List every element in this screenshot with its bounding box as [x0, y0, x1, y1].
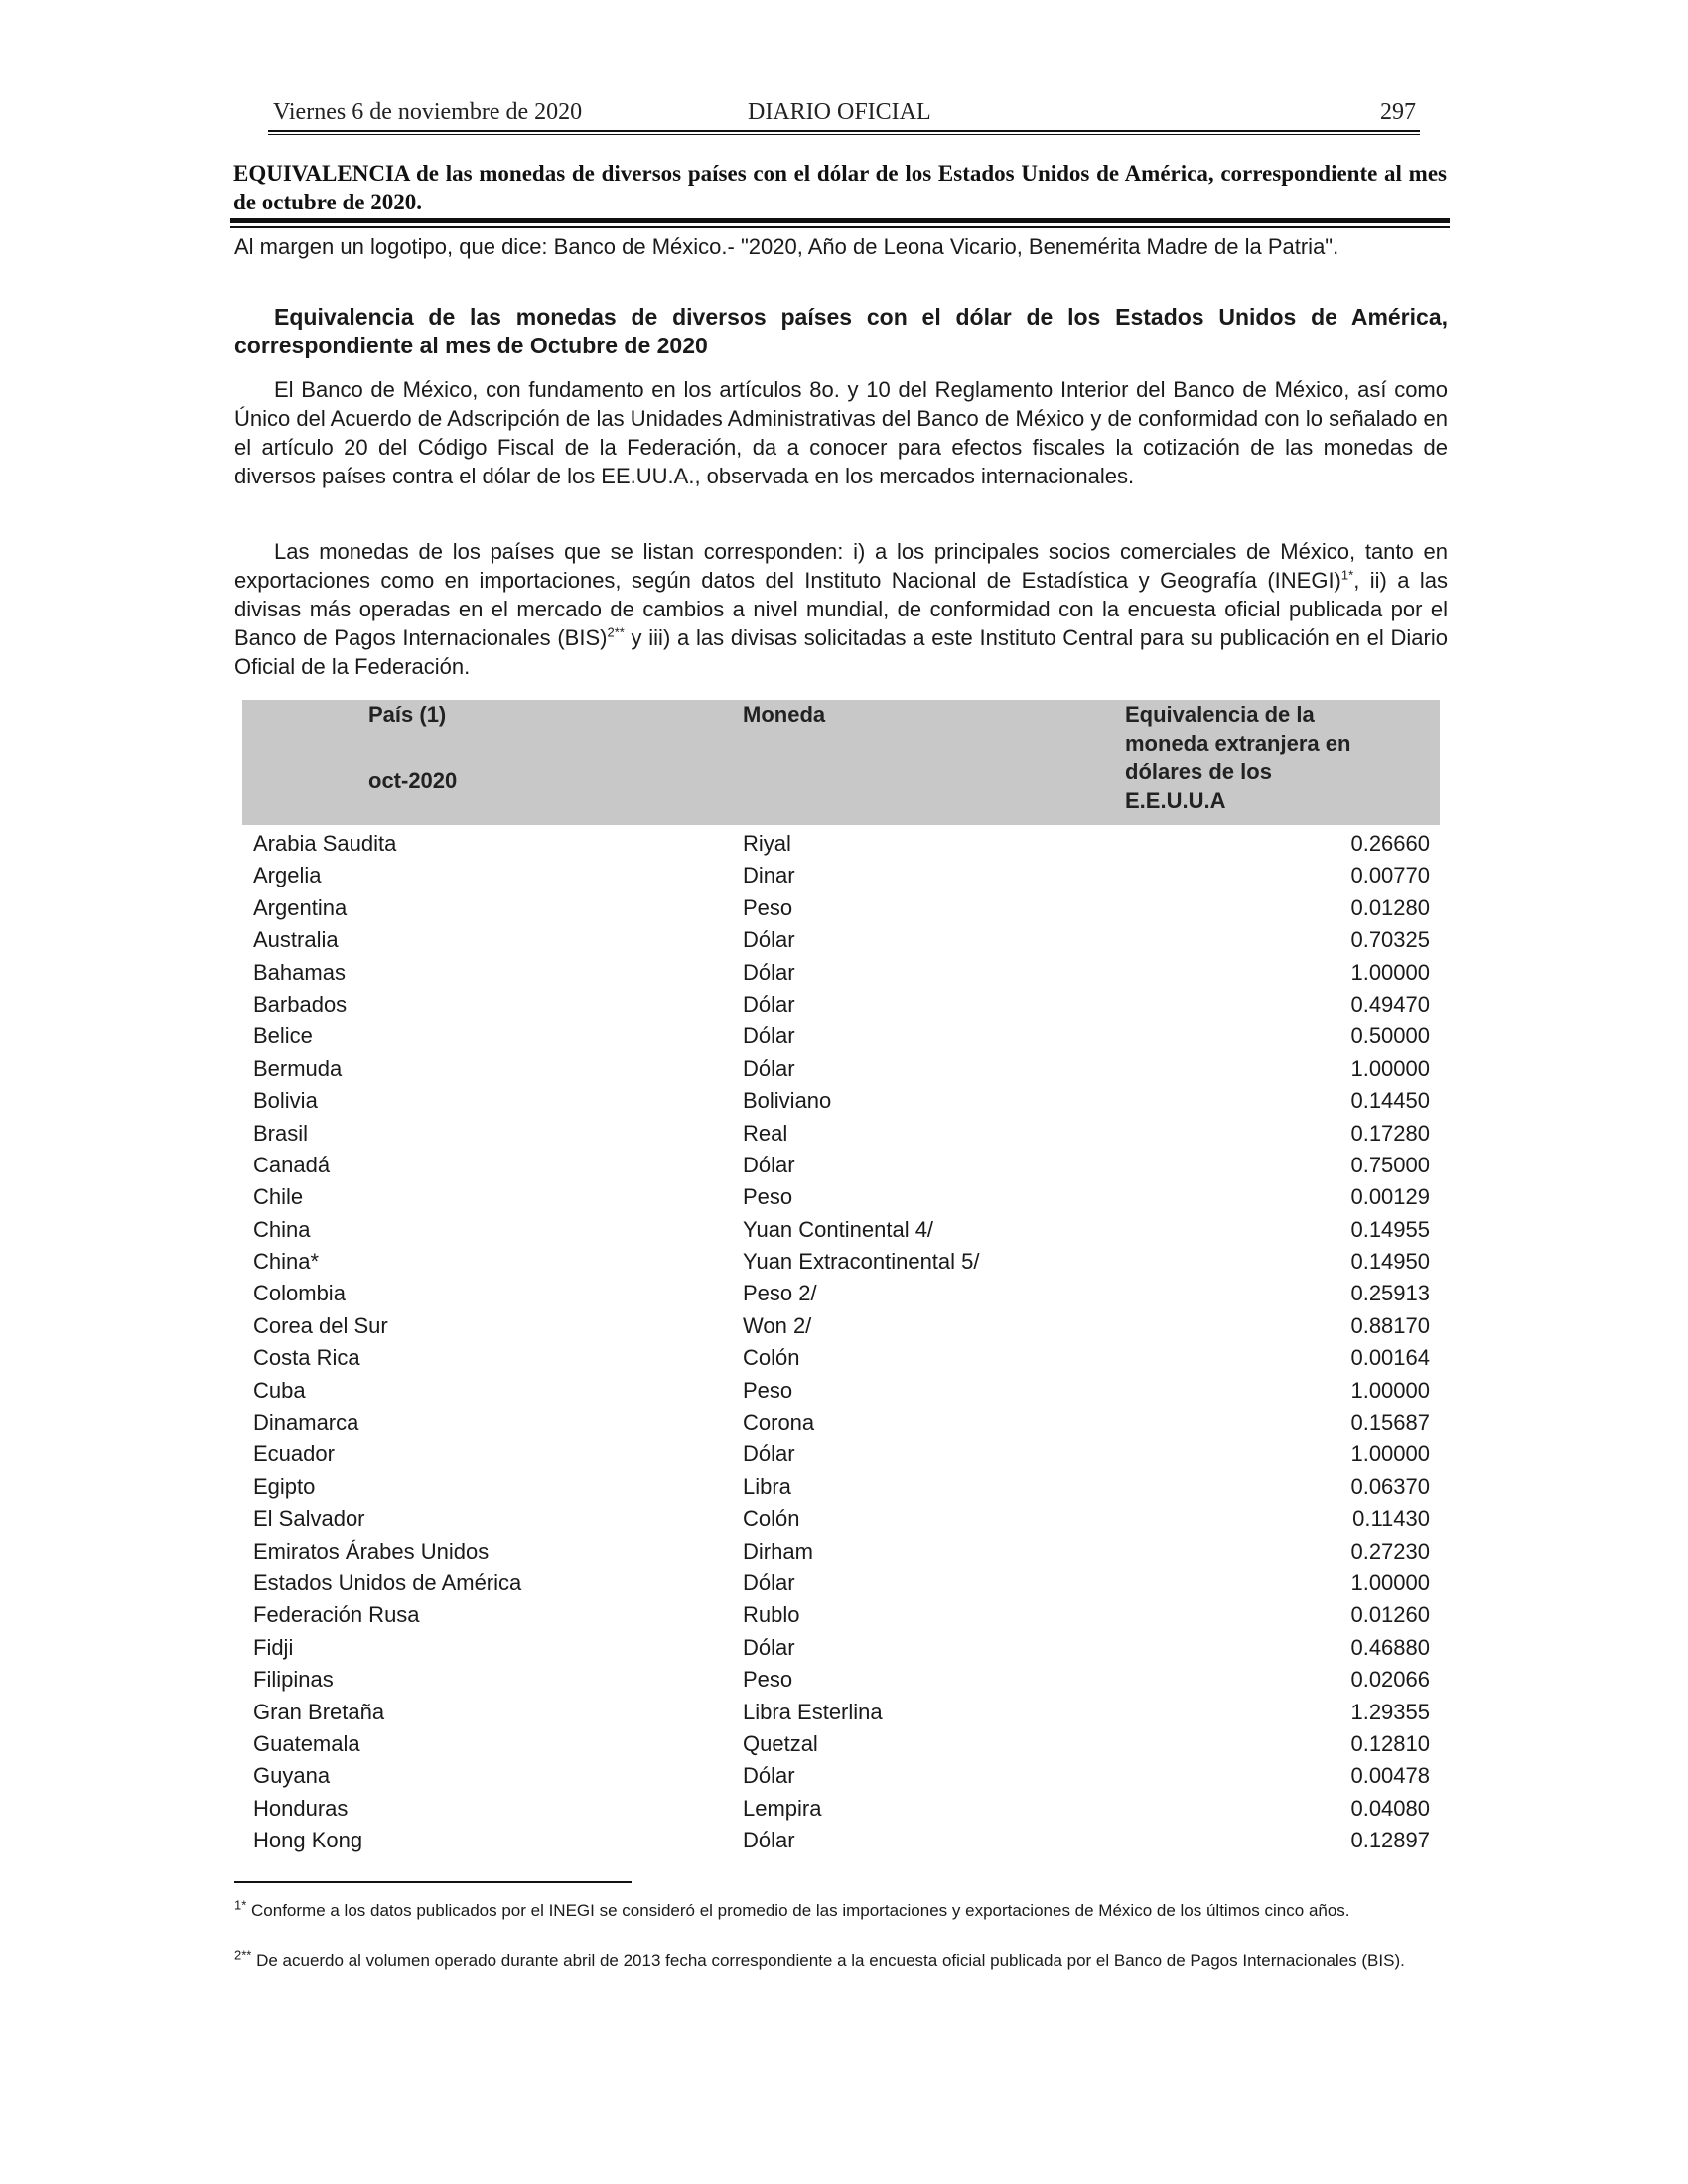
equivalence-cell: 0.01260	[1350, 1602, 1430, 1628]
table-row	[242, 1632, 1440, 1664]
paragraph-part-c: y iii) a las divisas solicitadas a este Instituto Central para su publicación en el Diario Oficial de la Federación.	[234, 625, 1448, 679]
table-row	[242, 1246, 1440, 1278]
footnote-2	[234, 1947, 1448, 1972]
table-row	[242, 1599, 1440, 1631]
table-row	[242, 1278, 1440, 1309]
table-row	[242, 1825, 1440, 1856]
paragraph-currency-selection	[234, 537, 1448, 681]
document-title: Equivalencia de las monedas de diversos países con el dólar de los Estados Unidos de América, correspondiente al mes de Octubre de 2020	[234, 304, 1448, 358]
country-cell: Cuba	[253, 1377, 306, 1403]
footnote-2-mark: 2**	[234, 1947, 252, 1963]
country-cell: Gran Bretaña	[253, 1699, 385, 1724]
country-cell: El Salvador	[253, 1506, 365, 1532]
footnote-ref-2: 2**	[607, 624, 625, 640]
table-row	[242, 1471, 1440, 1503]
country-cell: China	[253, 1216, 311, 1242]
table-row	[242, 1697, 1440, 1728]
header-currency: Moneda	[743, 702, 826, 727]
currency-cell: Colón	[743, 1506, 800, 1532]
country-cell: Honduras	[253, 1795, 349, 1821]
country-cell: Egipto	[253, 1473, 316, 1499]
country-cell: Canadá	[253, 1152, 331, 1177]
country-cell: Belice	[253, 1024, 313, 1049]
equivalence-cell: 0.00129	[1350, 1184, 1430, 1210]
footnote-rule	[234, 1881, 632, 1883]
section-rule-thin	[230, 226, 1450, 228]
country-cell: Corea del Sur	[253, 1312, 388, 1338]
equivalence-cell: 0.02066	[1350, 1667, 1430, 1693]
currency-cell: Corona	[743, 1410, 815, 1435]
currency-cell: Dólar	[743, 927, 795, 953]
currency-cell: Dólar	[743, 1441, 795, 1467]
table-row	[242, 1664, 1440, 1696]
currency-cell: Dólar	[743, 1570, 795, 1595]
country-cell: Bolivia	[253, 1088, 318, 1114]
table-row	[242, 957, 1440, 989]
equivalence-cell: 0.70325	[1350, 927, 1430, 953]
equivalence-cell: 0.11430	[1352, 1506, 1430, 1532]
table-row	[242, 1021, 1440, 1052]
country-cell: Dinamarca	[253, 1410, 359, 1435]
table-row	[242, 1375, 1440, 1407]
table-row	[242, 1407, 1440, 1438]
currency-cell: Dólar	[743, 1024, 795, 1049]
country-cell: Filipinas	[253, 1667, 334, 1693]
currency-cell: Dólar	[743, 1055, 795, 1081]
equivalence-cell: 0.15687	[1350, 1410, 1430, 1435]
currency-cell: Peso 2/	[743, 1281, 817, 1306]
paragraph-legal-basis: El Banco de México, con fundamento en los artículos 8o. y 10 del Reglamento Interior del Banco de México, así como Único del Acuerdo de Adscripción de las Unidades Administrativas del Banco de México y de conformidad con lo señalado en el artículo 20 del Código Fiscal de la Federación, da a conocer para efectos fiscales la cotización de las monedas de diversos países contra el dólar de los EE.UU.A., observada en los mercados internacionales.	[234, 377, 1448, 488]
page-header	[271, 99, 1416, 129]
country-cell: Argentina	[253, 894, 348, 920]
country-cell: Barbados	[253, 991, 348, 1017]
country-cell: Bermuda	[253, 1055, 343, 1081]
equivalence-cell: 1.00000	[1350, 1055, 1430, 1081]
table-row	[242, 1118, 1440, 1150]
table-row	[242, 1503, 1440, 1535]
equivalence-cell: 0.17280	[1350, 1120, 1430, 1146]
equivalence-cell: 0.50000	[1350, 1024, 1430, 1049]
header-page-number: 297	[1380, 99, 1416, 125]
equivalence-cell: 0.46880	[1350, 1634, 1430, 1660]
currency-cell: Dólar	[743, 1152, 795, 1177]
currency-cell: Real	[743, 1120, 788, 1146]
header-date: Viernes 6 de noviembre de 2020	[273, 99, 583, 125]
footnote-1-mark: 1*	[234, 1897, 247, 1913]
currency-cell: Libra Esterlina	[743, 1699, 883, 1724]
country-cell: Fidji	[253, 1634, 294, 1660]
currency-cell: Lempira	[743, 1795, 822, 1821]
table-row	[242, 1053, 1440, 1085]
country-cell: Bahamas	[253, 959, 346, 985]
header-rule	[268, 130, 1420, 132]
country-cell: Australia	[253, 927, 339, 953]
currency-cell: Peso	[743, 1667, 793, 1693]
equivalence-cell: 0.00164	[1350, 1345, 1430, 1371]
currency-cell: Won 2/	[743, 1312, 812, 1338]
currency-cell: Peso	[743, 1377, 793, 1403]
currency-cell: Peso	[743, 894, 793, 920]
equivalence-cell: 0.12810	[1350, 1730, 1430, 1756]
equivalence-cell: 0.12897	[1350, 1828, 1430, 1853]
equivalence-cell: 0.14955	[1350, 1216, 1430, 1242]
table-row	[242, 989, 1440, 1021]
country-cell: Argelia	[253, 863, 322, 888]
table-row	[242, 892, 1440, 924]
table-row	[242, 828, 1440, 860]
equivalence-cell: 0.27230	[1350, 1538, 1430, 1564]
footnote-ref-1: 1*	[1340, 567, 1354, 583]
currency-cell: Yuan Continental 4/	[743, 1216, 934, 1242]
currency-cell: Dólar	[743, 1828, 795, 1853]
table-row	[242, 1342, 1440, 1374]
equivalence-cell: 1.00000	[1350, 959, 1430, 985]
footnote-1	[234, 1897, 1448, 1922]
country-cell: Costa Rica	[253, 1345, 360, 1371]
currency-cell: Dólar	[743, 959, 795, 985]
country-cell: China*	[253, 1249, 320, 1275]
currency-cell: Rublo	[743, 1602, 800, 1628]
table-row	[242, 1438, 1440, 1470]
currency-cell: Dinar	[743, 863, 795, 888]
equivalence-cell: 1.00000	[1350, 1570, 1430, 1595]
table-header	[242, 700, 1440, 825]
table-row	[242, 1728, 1440, 1760]
table-row	[242, 1793, 1440, 1825]
equivalence-cell: 0.14950	[1350, 1249, 1430, 1275]
footnote-1-text: Conforme a los datos publicados por el INEGI se consideró el promedio de las importaciones y exportaciones de México de los últimos cinco años.	[246, 1901, 1350, 1920]
equivalence-cell: 1.00000	[1350, 1441, 1430, 1467]
country-cell: Colombia	[253, 1281, 346, 1306]
equivalence-cell: 0.75000	[1350, 1152, 1430, 1177]
country-cell: Estados Unidos de América	[253, 1570, 522, 1595]
section-title: EQUIVALENCIA de las monedas de diversos países con el dólar de los Estados Unidos de América, correspondiente al mes de octubre de 2020.	[233, 161, 1447, 214]
currency-cell: Quetzal	[743, 1730, 818, 1756]
table-row	[242, 1568, 1440, 1599]
country-cell: Ecuador	[253, 1441, 335, 1467]
equivalence-cell: 0.04080	[1350, 1795, 1430, 1821]
equivalence-cell: 0.25913	[1350, 1281, 1430, 1306]
table-row	[242, 1214, 1440, 1246]
equivalence-cell: 0.49470	[1350, 991, 1430, 1017]
header-country: País (1)	[368, 702, 447, 727]
header-equivalence: Equivalencia de la moneda extranjera en dólares de los E.E.U.U.A	[1125, 702, 1351, 813]
country-cell: Hong Kong	[253, 1828, 363, 1853]
paragraph-part-a: Las monedas de los países que se listan corresponden: i) a los principales socios comerciales de México, tanto en exportaciones como en importaciones, según datos del Instituto Nacional de Estadística y Geografía (INEGI)	[234, 539, 1448, 593]
exchange-rate-table	[242, 828, 1440, 1857]
equivalence-cell: 0.14450	[1350, 1088, 1430, 1114]
table-row	[242, 860, 1440, 891]
currency-cell: Yuan Extracontinental 5/	[743, 1249, 980, 1275]
currency-cell: Dirham	[743, 1538, 813, 1564]
currency-cell: Colón	[743, 1345, 800, 1371]
currency-cell: Dólar	[743, 991, 795, 1017]
currency-cell: Dólar	[743, 1763, 795, 1789]
section-rule-thick	[230, 218, 1450, 223]
equivalence-cell: 0.01280	[1350, 894, 1430, 920]
paragraph-part-b: , ii) a las divisas más operadas en el mercado de cambios a nivel mundial, de conformidad con la encuesta oficial publicada por el Banco de Pagos Internacionales (BIS)	[234, 568, 1448, 650]
country-cell: Guyana	[253, 1763, 331, 1789]
equivalence-cell: 0.00478	[1350, 1763, 1430, 1789]
header-rule-secondary	[268, 134, 1420, 135]
country-cell: Arabia Saudita	[253, 831, 397, 856]
currency-cell: Dólar	[743, 1634, 795, 1660]
table-row	[242, 1760, 1440, 1792]
table-row	[242, 924, 1440, 956]
equivalence-cell: 0.00770	[1350, 863, 1430, 888]
country-cell: Chile	[253, 1184, 304, 1210]
table-row	[242, 1150, 1440, 1181]
table-row	[242, 1085, 1440, 1117]
footnote-2-text: De acuerdo al volumen operado durante abril de 2013 fecha correspondiente a la encuesta oficial publicada por el Banco de Pagos Internacionales (BIS).	[251, 1951, 1405, 1970]
equivalence-cell: 1.29355	[1350, 1699, 1430, 1724]
header-publication: DIARIO OFICIAL	[748, 99, 931, 125]
header-period: oct-2020	[368, 768, 458, 793]
table-row	[242, 1181, 1440, 1213]
equivalence-cell: 1.00000	[1350, 1377, 1430, 1403]
country-cell: Federación Rusa	[253, 1602, 420, 1628]
country-cell: Brasil	[253, 1120, 309, 1146]
table-row	[242, 1310, 1440, 1342]
currency-cell: Peso	[743, 1184, 793, 1210]
table-row	[242, 1536, 1440, 1568]
equivalence-cell: 0.26660	[1350, 831, 1430, 856]
margin-note: Al margen un logotipo, que dice: Banco de México.- "2020, Año de Leona Vicario, Benemérita Madre de la Patria".	[234, 234, 1339, 259]
currency-cell: Riyal	[743, 831, 791, 856]
currency-cell: Boliviano	[743, 1088, 832, 1114]
equivalence-cell: 0.88170	[1350, 1312, 1430, 1338]
currency-cell: Libra	[743, 1473, 791, 1499]
country-cell: Guatemala	[253, 1730, 360, 1756]
country-cell: Emiratos Árabes Unidos	[253, 1538, 490, 1564]
equivalence-cell: 0.06370	[1350, 1473, 1430, 1499]
